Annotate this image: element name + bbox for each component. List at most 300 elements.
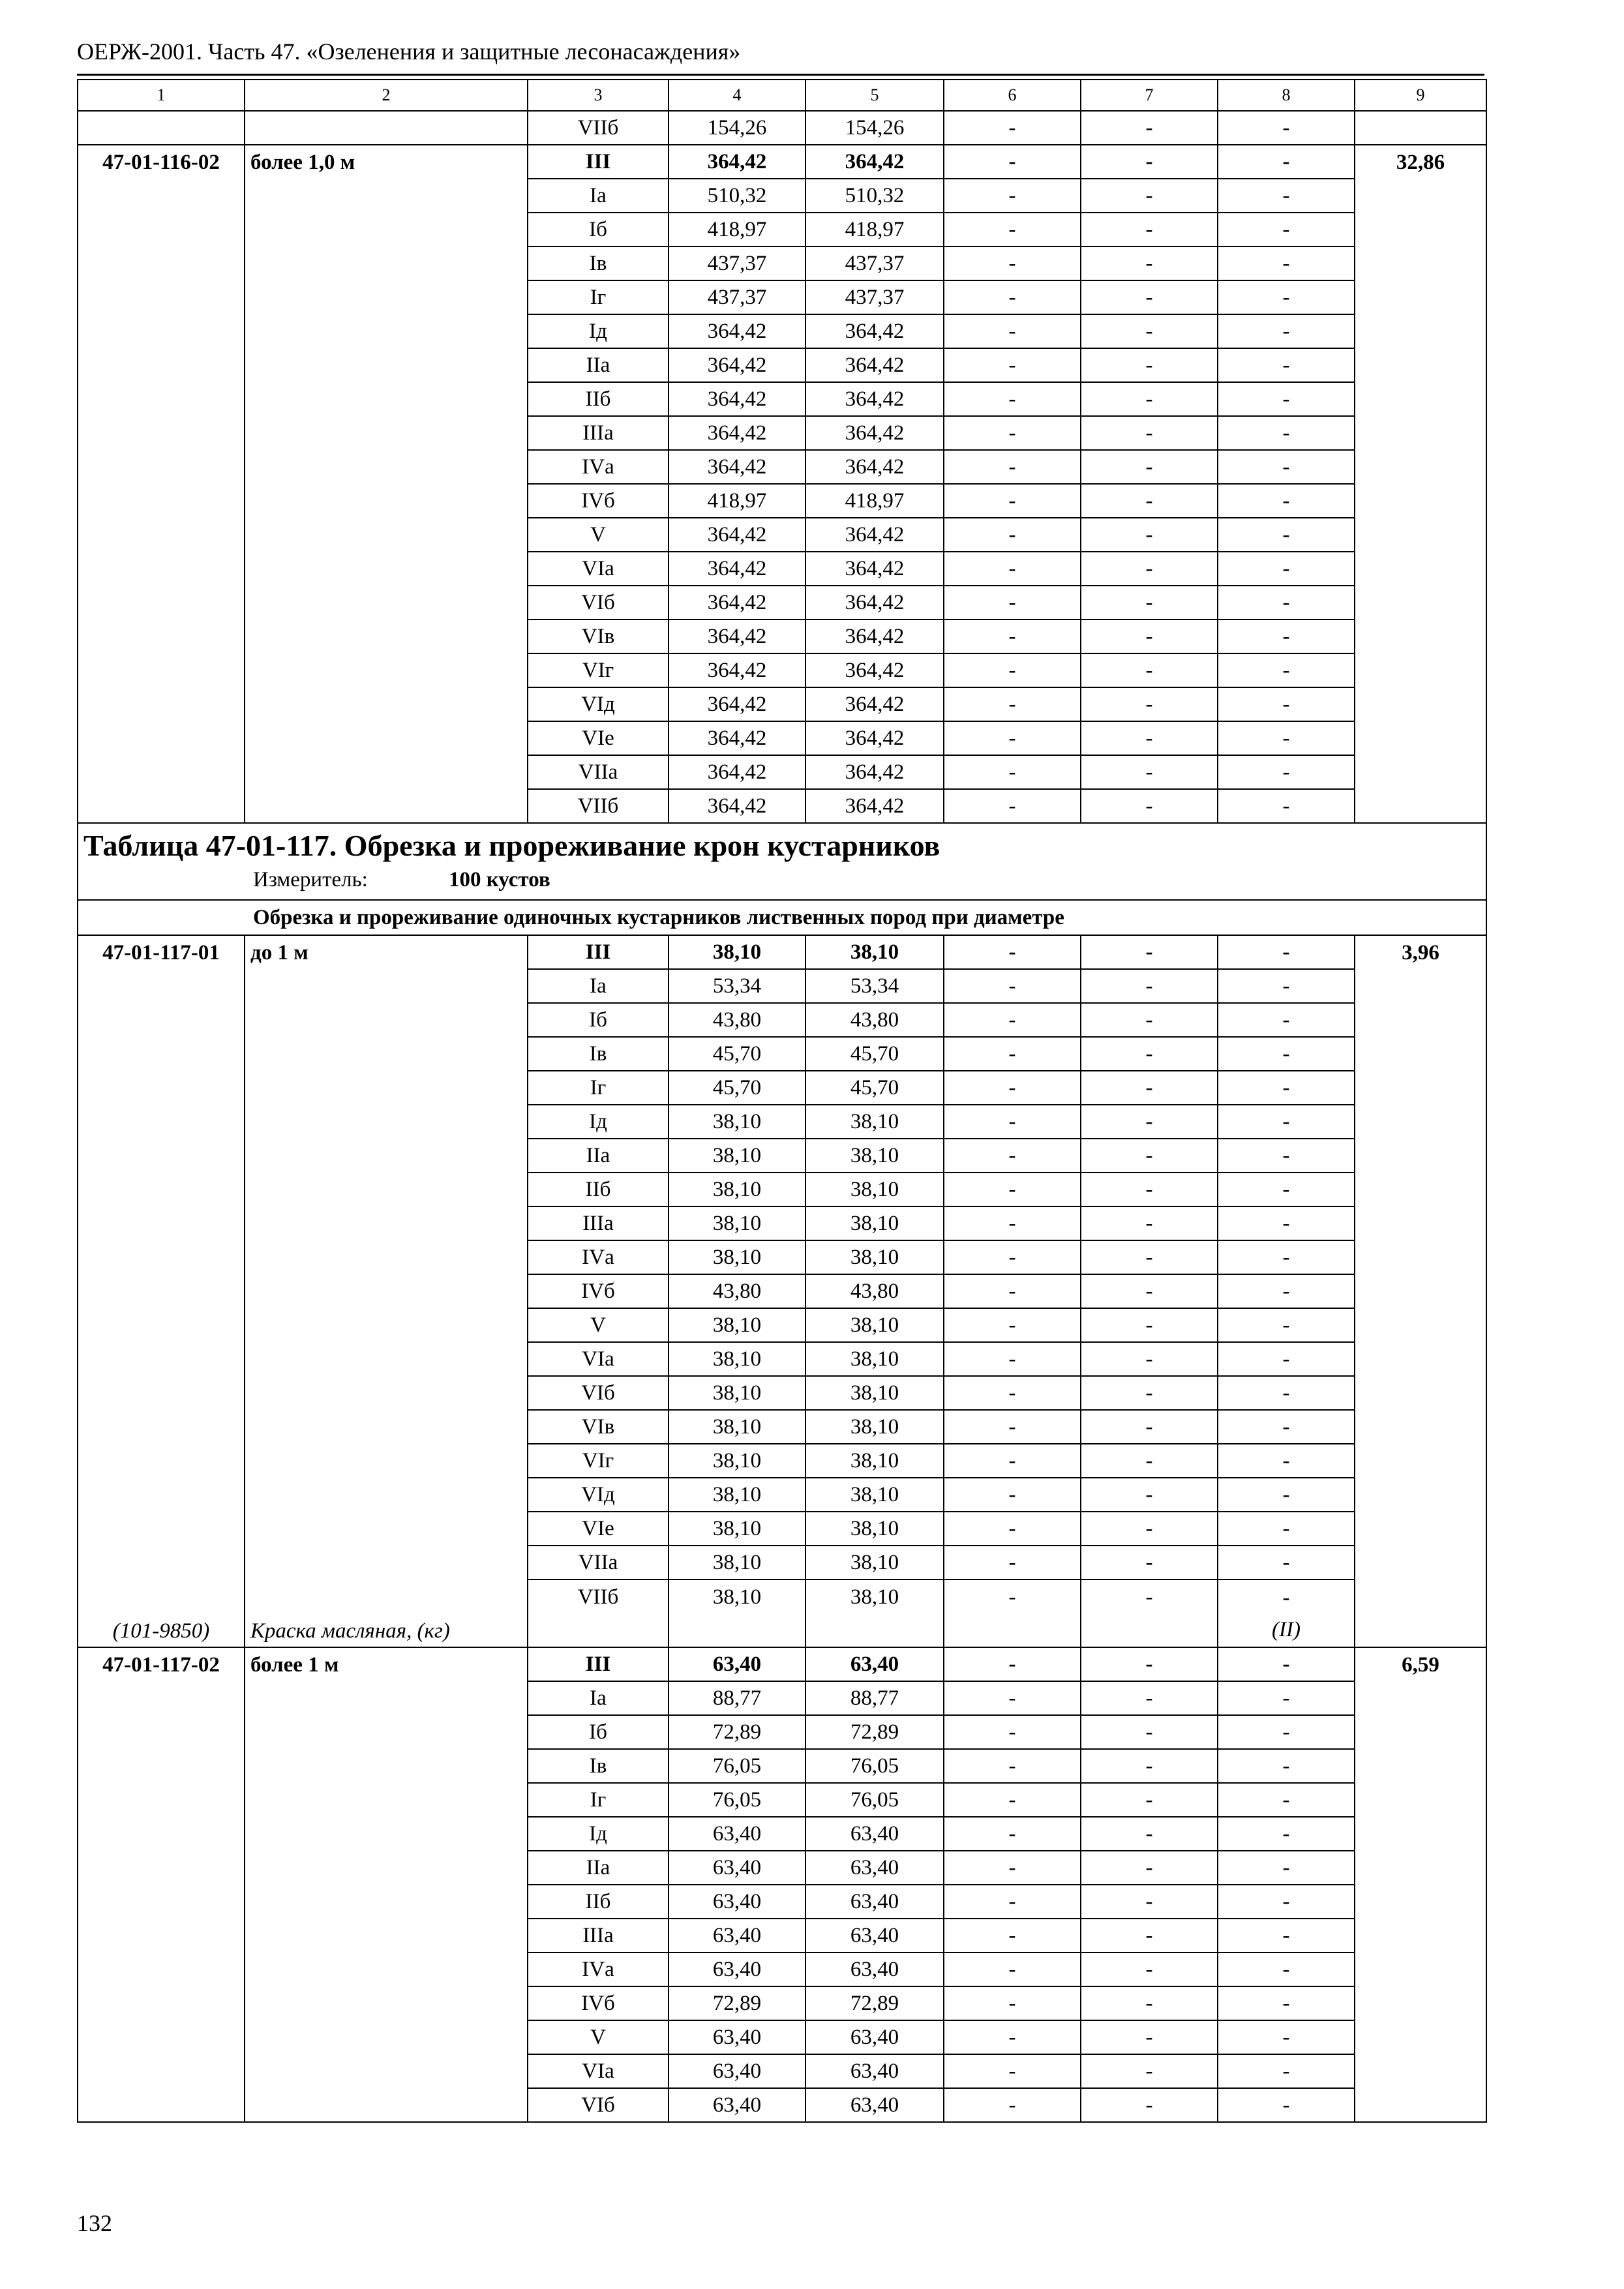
dash-cell: - (944, 314, 1081, 348)
dash-cell: - (944, 416, 1081, 450)
value-cell: 63,40 (805, 2020, 944, 2054)
dash-cell: - (1081, 416, 1218, 450)
dash-cell: - (1218, 1952, 1355, 1986)
dash-cell: - (1218, 1546, 1355, 1579)
dash-cell: - (1081, 586, 1218, 620)
value-cell: 45,70 (805, 1071, 944, 1105)
dash-cell: - (1218, 179, 1355, 213)
value-cell: 63,40 (669, 1647, 805, 1681)
dash-cell: - (1081, 755, 1218, 789)
value-cell: 510,32 (805, 179, 944, 213)
dash-cell: - (1218, 586, 1355, 620)
column-number: 2 (245, 80, 528, 111)
dash-cell: - (1081, 1139, 1218, 1173)
zone-cell: VIд (528, 687, 669, 721)
dash-cell: - (1218, 111, 1355, 145)
value-cell: 72,89 (805, 1715, 944, 1749)
dash-cell: - (944, 586, 1081, 620)
value-cell: 38,10 (805, 1579, 944, 1647)
value-cell: 63,40 (669, 1919, 805, 1952)
zone-cell: Iд (528, 314, 669, 348)
dash-cell: - (1218, 2054, 1355, 2088)
dash-cell: - (944, 1071, 1081, 1105)
zone-cell: V (528, 1308, 669, 1342)
zone-cell: III (528, 1647, 669, 1681)
value-cell: 364,42 (805, 450, 944, 484)
value-cell: 38,10 (805, 1105, 944, 1139)
dash-cell: - (1081, 620, 1218, 653)
value-cell: 88,77 (669, 1681, 805, 1715)
value-cell: 364,42 (669, 755, 805, 789)
col9-cell: 32,86 (1355, 145, 1486, 823)
value-cell: 38,10 (669, 1444, 805, 1478)
value-cell: 72,89 (805, 1986, 944, 2020)
dash-cell: - (1218, 416, 1355, 450)
table-row (78, 935, 1486, 969)
dash-cell: - (1081, 1817, 1218, 1851)
resource-row (78, 1579, 1486, 1647)
dash-cell: - (944, 755, 1081, 789)
value-cell: 418,97 (805, 484, 944, 518)
dash-cell: - (1218, 1715, 1355, 1749)
dash-cell: - (944, 1410, 1081, 1444)
dash-cell: - (1218, 1003, 1355, 1037)
dash-cell: - (1218, 1410, 1355, 1444)
subheading-cell: Обрезка и прореживание одиночных кустарников лиственных пород при диаметре (78, 900, 1486, 935)
dash-cell: - (1218, 2088, 1355, 2122)
dash-cell: - (1081, 552, 1218, 586)
dash-cell: - (1081, 314, 1218, 348)
dash-cell: - (944, 1546, 1081, 1579)
value-cell: 38,10 (669, 1342, 805, 1376)
dash-cell: - (944, 1579, 1081, 1647)
dash-cell: - (944, 620, 1081, 653)
value-cell: 38,10 (669, 1546, 805, 1579)
value-cell: 364,42 (669, 314, 805, 348)
column-number: 8 (1218, 80, 1355, 111)
dash-cell: - (1218, 314, 1355, 348)
dash-cell: - (944, 2088, 1081, 2122)
resource-name: Краска масляная, (кг) (245, 1579, 528, 1647)
dash-cell: - (944, 213, 1081, 247)
name-cell: более 1 м (245, 1647, 528, 2122)
value-cell: 364,42 (669, 653, 805, 687)
dash-cell: - (1218, 1986, 1355, 2020)
dash-cell: - (944, 450, 1081, 484)
dash-cell: - (1218, 145, 1355, 179)
zone-cell: Iд (528, 1105, 669, 1139)
price-table (77, 79, 1487, 2123)
zone-cell: VIб (528, 586, 669, 620)
value-cell: 437,37 (669, 247, 805, 280)
col9-cell (1355, 111, 1486, 145)
value-cell: 53,34 (805, 969, 944, 1003)
dash-cell: - (1081, 348, 1218, 382)
code-cell: 47-01-117-02 (78, 1647, 245, 2122)
value-cell: 38,10 (805, 1546, 944, 1579)
dash-cell: - (1218, 1173, 1355, 1206)
value-cell: 63,40 (669, 1952, 805, 1986)
dash-cell: - (944, 1783, 1081, 1817)
value-cell: 38,10 (805, 1376, 944, 1410)
value-cell: 88,77 (805, 1681, 944, 1715)
dash-cell: - (1081, 213, 1218, 247)
dash-cell: - (944, 1105, 1081, 1139)
value-cell: 63,40 (669, 2088, 805, 2122)
value-cell: 364,42 (669, 416, 805, 450)
value-cell: 418,97 (805, 213, 944, 247)
dash-cell: - (1081, 1681, 1218, 1715)
value-cell: 63,40 (805, 1817, 944, 1851)
value-cell: 63,40 (669, 2020, 805, 2054)
dash-cell: - (944, 1647, 1081, 1681)
value-cell: 364,42 (805, 382, 944, 416)
dash-cell: - (944, 1037, 1081, 1071)
dash-cell: - (1081, 653, 1218, 687)
page-number: 132 (77, 2210, 112, 2236)
value-cell: 364,42 (805, 586, 944, 620)
table-row (78, 145, 1486, 179)
dash-cell: - (1081, 518, 1218, 552)
value-cell: 76,05 (805, 1783, 944, 1817)
dash-cell: - (1218, 450, 1355, 484)
dash-cell: - (944, 1139, 1081, 1173)
dash-cell: - (1081, 1206, 1218, 1240)
dash-cell: - (1218, 1308, 1355, 1342)
resource-col8: (II) (1272, 1618, 1301, 1641)
value-cell: 38,10 (669, 1410, 805, 1444)
dash-cell: - (944, 518, 1081, 552)
value-cell: 38,10 (669, 1105, 805, 1139)
zone-cell: Iб (528, 1715, 669, 1749)
dash-cell: - (1081, 1885, 1218, 1919)
value-cell: 38,10 (805, 935, 944, 969)
table-row (78, 111, 1486, 145)
dash-cell: - (944, 1342, 1081, 1376)
dash-cell: - (1081, 1410, 1218, 1444)
dash-cell: - (1218, 1478, 1355, 1512)
value-cell: 364,42 (805, 416, 944, 450)
dash-cell: - (1081, 687, 1218, 721)
zone-cell: VIIб (528, 789, 669, 823)
value-cell: 510,32 (669, 179, 805, 213)
value-cell: 38,10 (805, 1444, 944, 1478)
dash-cell: - (1218, 1817, 1355, 1851)
table-heading-row (78, 823, 1486, 900)
dash-cell: - (1081, 1952, 1218, 1986)
table-title: Таблица 47-01-117. Обрезка и прореживание крон кустарников (83, 829, 940, 862)
dash-cell: - (944, 687, 1081, 721)
unit-value: 100 кустов (449, 868, 550, 891)
name-cell (245, 111, 528, 145)
zone-cell: VIв (528, 620, 669, 653)
column-number: 6 (944, 80, 1081, 111)
dash-cell: - (1081, 1749, 1218, 1783)
value-cell: 364,42 (669, 382, 805, 416)
dash-cell: - (944, 1308, 1081, 1342)
zone-cell: IVб (528, 1274, 669, 1308)
zone-cell: VIIа (528, 755, 669, 789)
dash-cell: - (1081, 1783, 1218, 1817)
dash-cell: - (1081, 145, 1218, 179)
value-cell: 45,70 (669, 1037, 805, 1071)
value-cell: 38,10 (669, 1206, 805, 1240)
value-cell: 437,37 (669, 280, 805, 314)
dash-cell: - (944, 789, 1081, 823)
value-cell: 364,42 (805, 789, 944, 823)
dash-cell: - (1218, 2020, 1355, 2054)
dash-cell: - (1218, 518, 1355, 552)
value-cell: 76,05 (669, 1783, 805, 1817)
dash-cell: - (1081, 247, 1218, 280)
dash-cell: - (944, 1274, 1081, 1308)
dash-cell: - (1081, 789, 1218, 823)
dash-cell: - (944, 1173, 1081, 1206)
dash-cell: - (1218, 213, 1355, 247)
dash-cell: - (944, 145, 1081, 179)
value-cell: 38,10 (669, 1512, 805, 1546)
zone-cell: VIа (528, 2054, 669, 2088)
dash-cell: - (1218, 1071, 1355, 1105)
page-header: ОЕРЖ-2001. Часть 47. «Озеленения и защитные лесонасаждения» (77, 38, 741, 65)
code-cell: 47-01-117-01 (78, 935, 245, 1579)
table-row (78, 1647, 1486, 1681)
zone-cell: VIе (528, 1512, 669, 1546)
dash-cell: - (944, 1715, 1081, 1749)
zone-cell: Iд (528, 1817, 669, 1851)
dash-cell: - (944, 1919, 1081, 1952)
value-cell: 364,42 (669, 586, 805, 620)
dash-cell: - (1218, 552, 1355, 586)
dash-cell: - (1218, 1444, 1355, 1478)
unit-line (83, 864, 1481, 894)
dash-cell: - (1218, 1647, 1355, 1681)
zone-cell: IIа (528, 1851, 669, 1885)
value-cell: 418,97 (669, 484, 805, 518)
value-cell: 72,89 (669, 1715, 805, 1749)
zone-cell: IIа (528, 348, 669, 382)
column-number-row (78, 80, 1486, 111)
zone-cell: VIг (528, 1444, 669, 1478)
zone-cell: VIIб (528, 111, 669, 145)
dash-cell: - (944, 2054, 1081, 2088)
dash-cell: - (944, 1681, 1081, 1715)
dash-cell: - (1218, 1783, 1355, 1817)
dash-cell: - (1218, 1037, 1355, 1071)
column-number: 1 (78, 80, 245, 111)
value-cell: 63,40 (669, 1851, 805, 1885)
dash-cell: - (1081, 1512, 1218, 1546)
dash-cell: - (944, 1376, 1081, 1410)
value-cell: 38,10 (805, 1478, 944, 1512)
dash-cell: - (944, 280, 1081, 314)
column-number: 9 (1355, 80, 1486, 111)
zone-cell: Iв (528, 1749, 669, 1783)
value-cell: 76,05 (669, 1749, 805, 1783)
column-number: 4 (669, 80, 805, 111)
column-number: 5 (805, 80, 944, 111)
dash-cell: - (944, 111, 1081, 145)
dash-cell: - (1081, 280, 1218, 314)
dash-cell: - (944, 1512, 1081, 1546)
dash-cell: - (1081, 2088, 1218, 2122)
zone-cell: VIIб (528, 1579, 669, 1647)
dash-cell: - (1218, 1681, 1355, 1715)
value-cell: 43,80 (669, 1274, 805, 1308)
dash-cell: - (1081, 1986, 1218, 2020)
dash-cell: - (1081, 179, 1218, 213)
zone-cell: VIв (528, 1410, 669, 1444)
value-cell: 63,40 (805, 1952, 944, 1986)
dash-cell: - (1081, 484, 1218, 518)
value-cell: 364,42 (805, 518, 944, 552)
dash-cell: - (1081, 1715, 1218, 1749)
zone-cell: VIа (528, 552, 669, 586)
dash-cell: - (944, 1851, 1081, 1885)
dash-cell: - (944, 1749, 1081, 1783)
dash-cell: - (944, 1003, 1081, 1037)
zone-cell: III (528, 935, 669, 969)
dash-cell: - (1218, 789, 1355, 823)
value-cell: 38,10 (805, 1512, 944, 1546)
table-heading-cell (78, 823, 1486, 900)
dash-cell: - (944, 1885, 1081, 1919)
zone-cell: Iг (528, 1783, 669, 1817)
col9-cell: 6,59 (1355, 1647, 1486, 2122)
dash-cell: - (944, 247, 1081, 280)
dash-cell: - (1218, 1274, 1355, 1308)
dash-cell: - (1218, 348, 1355, 382)
value-cell: 364,42 (805, 653, 944, 687)
value-cell: 38,10 (669, 1478, 805, 1512)
dash-cell: - (1081, 935, 1218, 969)
table-body (78, 80, 1486, 2122)
col9-cell: 3,96 (1355, 935, 1486, 1647)
dash-cell: - (944, 1817, 1081, 1851)
value-cell: 364,42 (669, 721, 805, 755)
dash-cell: - (944, 382, 1081, 416)
dash-cell: - (1081, 382, 1218, 416)
zone-cell: VIб (528, 1376, 669, 1410)
column-number: 7 (1081, 80, 1218, 111)
dash-cell: - (944, 179, 1081, 213)
zone-cell: VIб (528, 2088, 669, 2122)
code-cell: 47-01-116-02 (78, 145, 245, 823)
dash-cell: - (1081, 1851, 1218, 1885)
dash-cell: - (1218, 1206, 1355, 1240)
subheading-row (78, 900, 1486, 935)
dash-cell: - (944, 1986, 1081, 2020)
dash-cell: - (1218, 687, 1355, 721)
dash-cell: - (1081, 450, 1218, 484)
dash-cell: - (1218, 620, 1355, 653)
dash-cell: - (1081, 1546, 1218, 1579)
value-cell: 437,37 (805, 280, 944, 314)
value-cell: 38,10 (669, 1376, 805, 1410)
dash-cell: - (1081, 1037, 1218, 1071)
value-cell: 43,80 (669, 1003, 805, 1037)
zone-cell: Iг (528, 1071, 669, 1105)
value-cell: 63,40 (805, 2088, 944, 2122)
value-cell: 364,42 (805, 620, 944, 653)
dash-cell: - (1218, 1512, 1355, 1546)
zone-cell: Iв (528, 1037, 669, 1071)
dash-cell: - (1081, 1579, 1218, 1647)
zone-cell: VIе (528, 721, 669, 755)
value-cell: 43,80 (805, 1003, 944, 1037)
dash-cell: - (1218, 1376, 1355, 1410)
value-cell: 38,10 (805, 1173, 944, 1206)
dash-cell: - (1081, 1444, 1218, 1478)
dash-cell: - (944, 935, 1081, 969)
zone-cell: VIг (528, 653, 669, 687)
header-rule (77, 74, 1484, 76)
dash-cell: - (1218, 721, 1355, 755)
dash-cell: - (944, 1206, 1081, 1240)
dash-cell: - (1218, 1342, 1355, 1376)
dash-cell: - (1081, 1919, 1218, 1952)
dash-cell: - (944, 969, 1081, 1003)
value-cell: 72,89 (669, 1986, 805, 2020)
zone-cell: Iа (528, 179, 669, 213)
dash-cell: - (1218, 1885, 1355, 1919)
value-cell: 38,10 (669, 1240, 805, 1274)
dash-cell: - (1081, 2054, 1218, 2088)
name-cell: до 1 м (245, 935, 528, 1579)
value-cell: 38,10 (805, 1139, 944, 1173)
zone-cell: IIIа (528, 416, 669, 450)
dash-cell: - (1081, 1071, 1218, 1105)
dash-cell: - (1081, 1274, 1218, 1308)
value-cell: 76,05 (805, 1749, 944, 1783)
dash-cell: - (1081, 1240, 1218, 1274)
zone-cell: IIIа (528, 1206, 669, 1240)
dash-cell: - (1081, 1376, 1218, 1410)
dash-cell: - (1218, 969, 1355, 1003)
zone-cell: Iа (528, 969, 669, 1003)
value-cell: 38,10 (805, 1342, 944, 1376)
zone-cell: IIа (528, 1139, 669, 1173)
value-cell: 364,42 (669, 687, 805, 721)
dash-cell: - (944, 1444, 1081, 1478)
value-cell: 364,42 (805, 314, 944, 348)
value-cell: 63,40 (669, 1885, 805, 1919)
dash-cell: - (1218, 484, 1355, 518)
zone-cell: VIIа (528, 1546, 669, 1579)
value-cell: 38,10 (669, 1308, 805, 1342)
value-cell: 364,42 (669, 348, 805, 382)
dash-cell: - (1218, 1139, 1355, 1173)
value-cell: 154,26 (805, 111, 944, 145)
zone-cell: VIд (528, 1478, 669, 1512)
dash-value: - (1282, 1586, 1290, 1609)
value-cell: 45,70 (805, 1037, 944, 1071)
value-cell: 38,10 (805, 1206, 944, 1240)
zone-cell: Iг (528, 280, 669, 314)
dash-cell: - (944, 348, 1081, 382)
code-cell (78, 111, 245, 145)
zone-cell: Iб (528, 1003, 669, 1037)
value-cell: 364,42 (805, 348, 944, 382)
value-cell: 38,10 (805, 1410, 944, 1444)
zone-cell: Iа (528, 1681, 669, 1715)
dash-cell: - (944, 1240, 1081, 1274)
dash-cell: - (1081, 1478, 1218, 1512)
zone-cell: IVб (528, 484, 669, 518)
dash-cell: - (1218, 935, 1355, 969)
value-cell: 53,34 (669, 969, 805, 1003)
value-cell: 364,42 (805, 145, 944, 179)
